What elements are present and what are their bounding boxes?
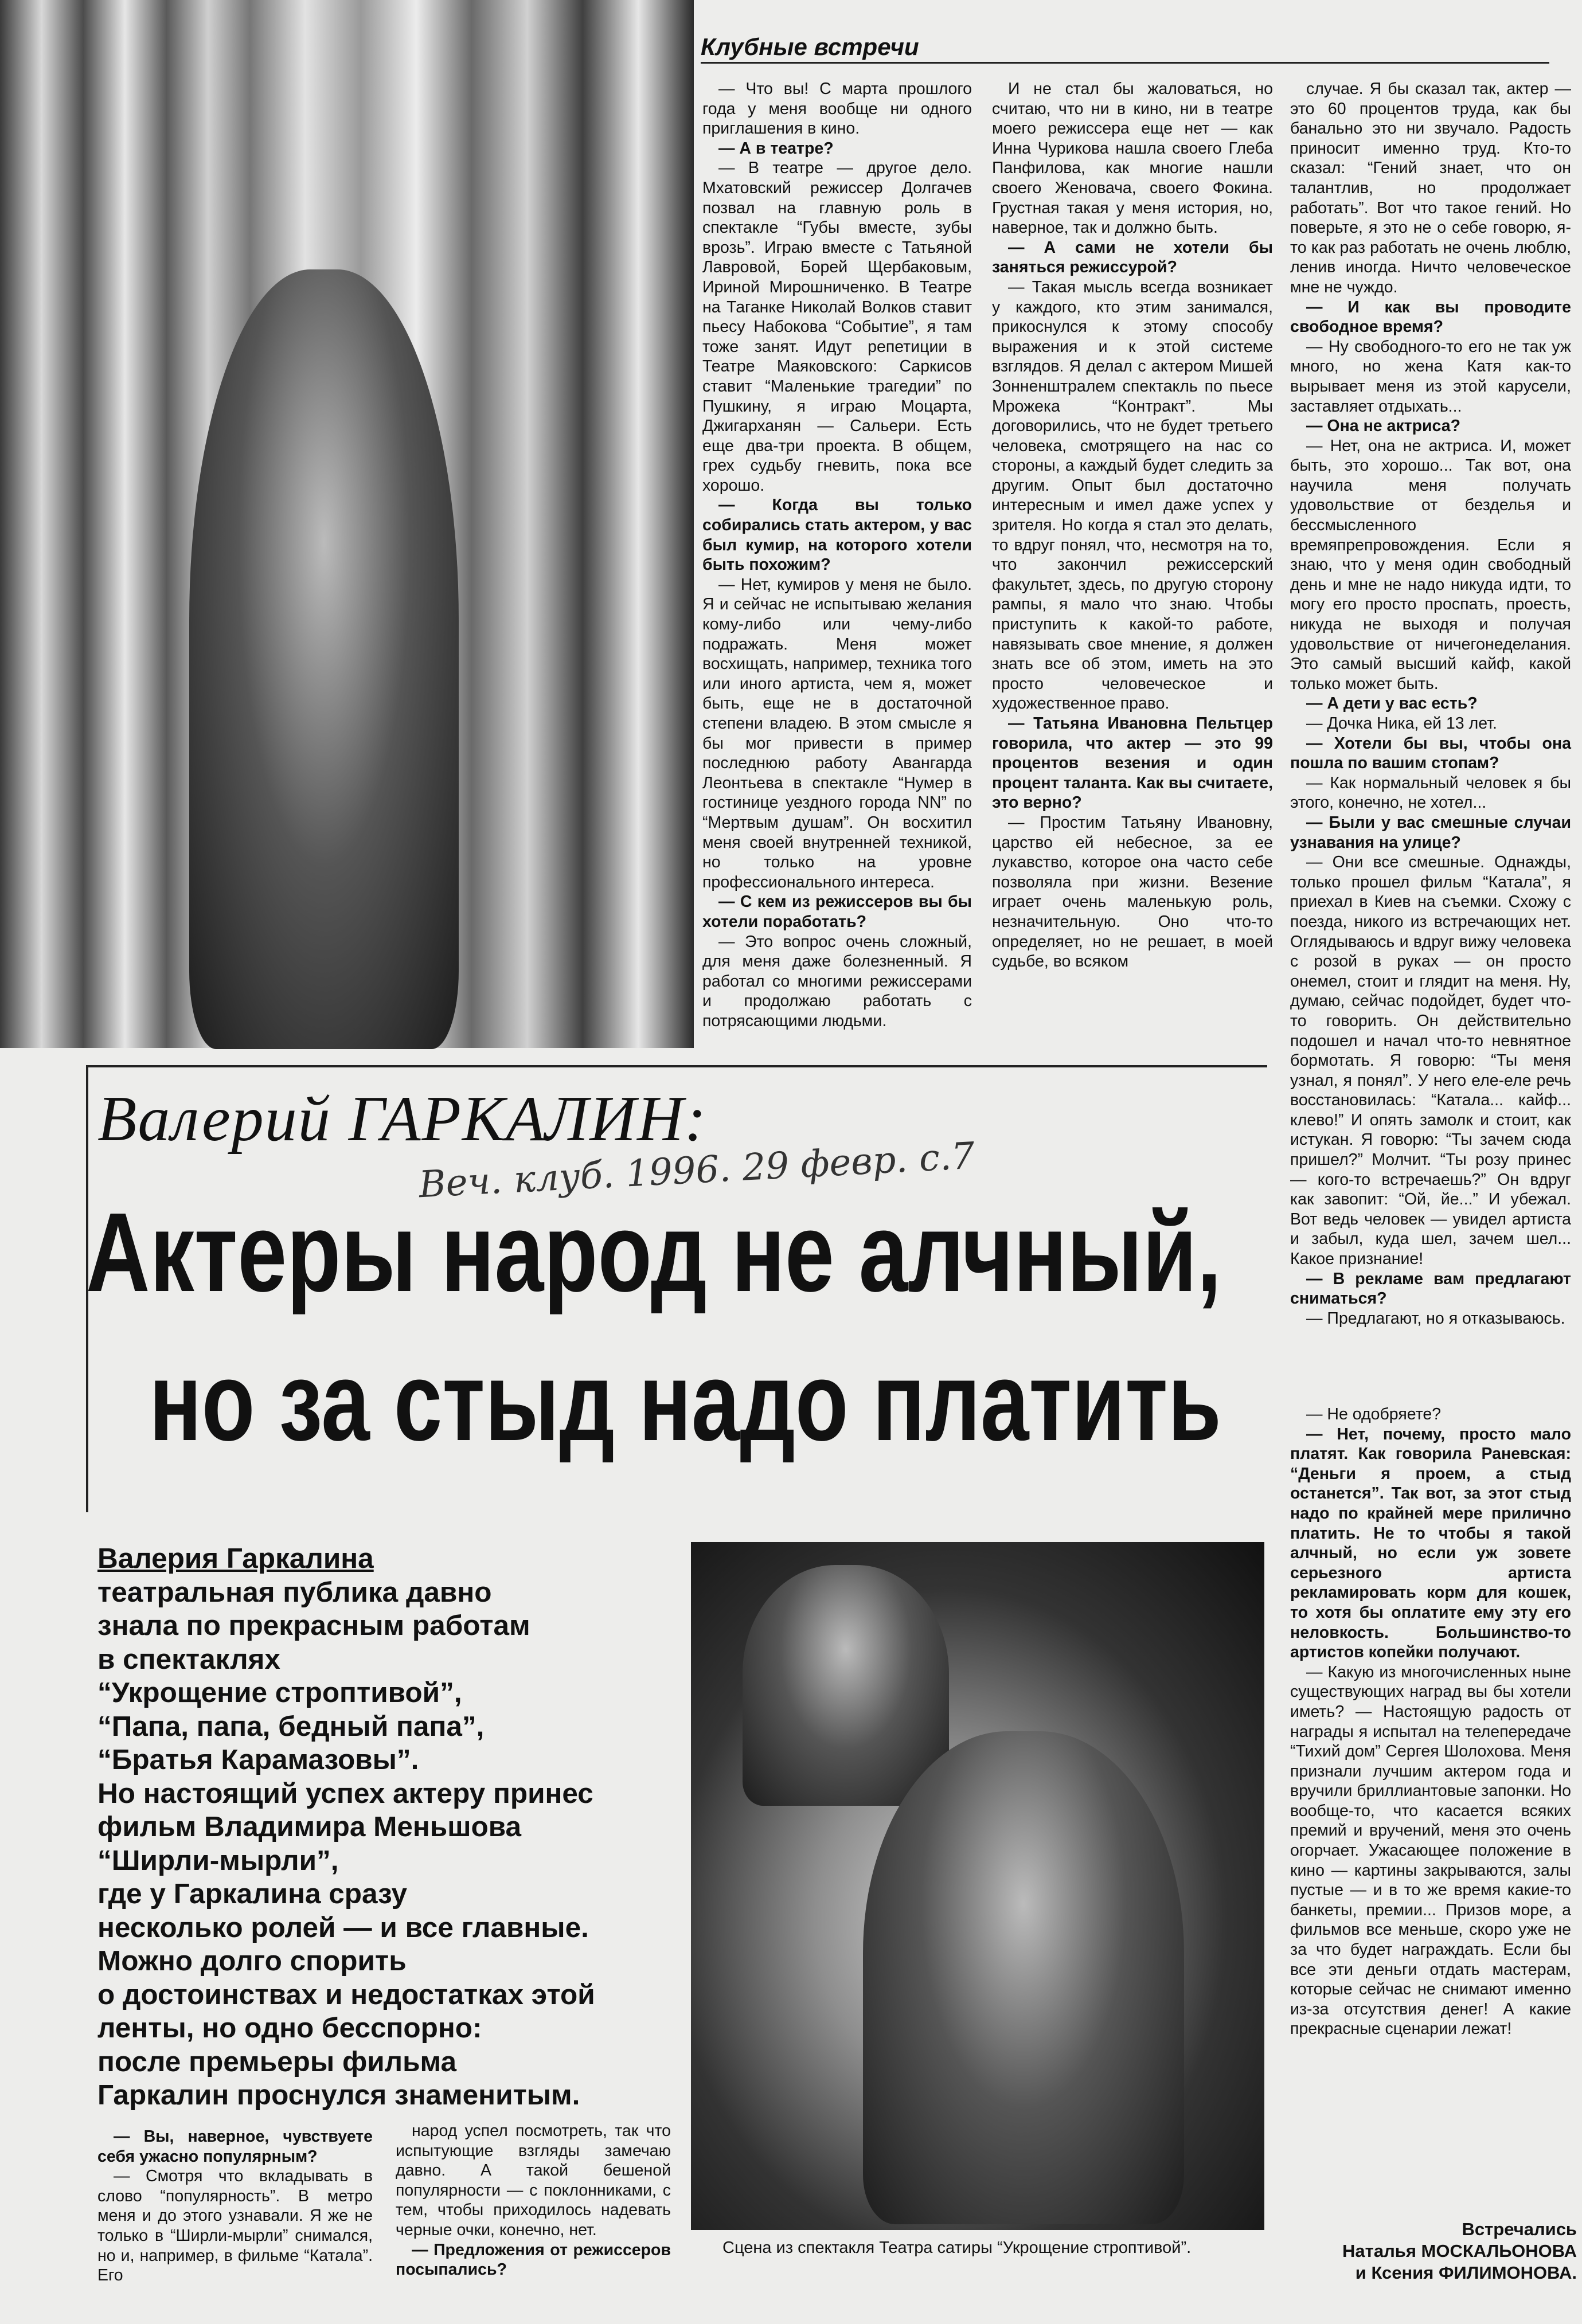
text-column-2: И не стал бы жаловаться, но считаю, что ни в кино, ни в театре моего режиссера еще нет — как Инна Чурикова нашла своего Глеба Панфилова, как многие нашли своего Женовача, своего Фокина. Грустная такая у меня история, но, наверное, так и должно быть. — А сами не хотели бы заняться режиссурой? — Такая мысль всегда возникает у каждого, кто этим занимался, прикоснулся к этому способу выражения и к этой системе взглядов. Я делал с актером Мишей Зонненштралем спектакль по пьесе Мрожека “Контракт”. Мы договорились, что не будет третьего человека, смотрящего на нас со стороны, а каждый будет следить за другим. Опыт был достаточно интересным и имел даже успех у зрителя. Но когда я стал это делать, то вдруг понял, что, несмотря на то, что закончил режиссерский факультет, здесь, по другую сторону рампы, я мало что знаю. Чтобы приступить к какой-то работе, навязывать свое мнение, я должен знать все об этом, иметь на это просто человеческое и художественное право. — Татьяна Ивановна Пельтцер говорила, что актер — это 99 процентов везения и один процент таланта. Как вы считаете, это верно? — Простим Татьяну Ивановну, царство ей небесное, за ее лукавство, которое она часто себе позволяла при жизни. Везение играет очень маленькую роль, незначительную. Оно что-то определяет, но не решает, в моей судьбе, во всяком (992, 80, 1273, 971)
text-column-6: народ успел посмотреть, так что испытующие взгляды замечаю давно. А такой бешеной популярности — с поклонниками, с тем, чтобы приходилось надевать черные очки, конечно, нет. — Предложения от режиссеров посыпались? (396, 2122, 671, 2279)
rubric: Клубные встречи (701, 33, 1549, 64)
text-column-4: — Не одобряете? — Нет, почему, просто мало платят. Как говорила Раневская: “Деньги я проем, а стыд останется”. Так вот, за этот стыд надо по крайней мере прилично платить. Не то чтобы я такой алчный, но если уж зовете серьезного артиста рекламировать корм для кошек, то хотя бы оплатите ему эту его неловкость. Большинство-то артистов копейки получают. — Какую из многочисленных ныне существующих наград вы бы хотели иметь? — Настоящую радость от награды я испытал на телепередаче “Тихий дом” Сергея Шолохова. Меня признали лучшим актером года и вручили бриллиантовые запонки. Но вообще-то, что касается всяких премий и вручений, меня это очень огорчает. Ужасающее положение в кино — картины закрываются, залы пустые — и в то же время какие-то банкеты, премии... Призов море, а фильмов все меньше, скоро уже не за что будет награждать. Если бы все эти деньги отдать мастерам, которые сейчас не снимают именно из-за отсутствия денег! А какие прекрасные сценарии лежат! (1290, 1405, 1571, 2039)
lead-paragraph: Валерия Гаркалина театральная публика давно знала по прекрасным работам в спектаклях “Укрощение строптивой”, “Папа, папа, бедный папа”, “Братья Карамазовы”. Но настоящий успех актеру принес фильм Владимира Меньшова “Ширли-мырли”, где у Гаркалина сразу несколько ролей — и все главные. Можно долго спорить о достоинствах и недостатках этой ленты, но одно бесспорно: после премьеры фильма Гаркалин проснулся знаменитым. (97, 1543, 595, 2111)
headline-line-1: Актеры народ не алчный, (86, 1190, 1222, 1315)
headline-line-2: но за стыд надо платить (149, 1339, 1221, 1464)
play-scene-photo (691, 1542, 1264, 2230)
text-column-5: — Вы, наверное, чувствуете себя ужасно популярным? — Смотря что вкладывать в слово “популярность”. В метро меня и до этого узнавали. Я же не только в “Ширли-мырли” снимался, но и, например, в фильме “Катала”. Его (97, 2127, 373, 2285)
headline-kicker: Валерий ГАРКАЛИН: (97, 1083, 708, 1155)
handwritten-note: Веч. клуб. 1996. 29 февр. с.7 (417, 1134, 976, 1207)
actor-photo-curtain (0, 0, 694, 1048)
text-column-3: случае. Я бы сказал так, актер — это 60 процентов труда, как бы банально это ни звучало. Радость приносит именно труд. Кто-то сказал: “Гений знает, что он талантлив, но продолжает работать”. Вот что такое гений. Но поверьте, я это не о себе говорю, я-то как раз работать не очень люблю, ленив иногда. Ничто человеческое мне не чуждо. — И как вы проводите свободное время? — Ну свободного-то его не так уж много, но жена Катя как-то вырывает меня из этой карусели, заставляет отдыхать... — Она не актриса? — Нет, она не актриса. И, может быть, это хорошо... Так вот, она научила меня получать удовольствие от безделья и бессмысленного времяпрепровождения. Если я знаю, что у меня один свободный день и мне не надо никуда идти, то могу его просто проспать, проесть, никуда не выходя и получая удовольствие от ничегонеделания. Это самый высший кайф, какой только может быть. — А дети у вас есть? — Дочка Ника, ей 13 лет. — Хотели бы вы, чтобы она пошла по вашим стопам? — Как нормальный человек я бы этого, конечно, не хотел... — Были у вас смешные случаи узнавания на улице? — Они все смешные. Однажды, только прошел фильм “Катала”, я приехал в Киев на съемки. Схожу с поезда, никого из встречающих нет. Оглядываюсь и вдруг вижу человека с розой в руках — он просто онемел, стоит и глядит на меня. Ну, думаю, сейчас подойдет, будет что-то говорить. Он действительно подошел и начал что-то невнятное бормотать. Я говорю: “Ты меня узнал, я понял”. У него еле-еле речь восстановилась: “Катала... кайф... клево!” И опять замолк и стоит, как истукан. Я говорю: “Ты зачем сюда пришел?” Молчит. “Ты розу принес — кого-то встречаешь?” Он вдруг как завопит: “Ой, йе...” И убежал. Вот ведь человек — увидел артиста и забыл, куда шел, зачем шел... Какое признание! — В рекламе вам предлагают сниматься? — Предлагают, но я отказываюсь. (1290, 80, 1571, 1328)
actor-figure-top (743, 1565, 949, 1806)
actor-figure-bottom (863, 1731, 1184, 2224)
headline-frame-top (86, 1065, 1267, 1067)
signature-block: Встречались Наталья МОСКАЛЬОНОВА и Ксения ФИЛИМОНОВА. (1342, 2219, 1577, 2283)
photo-caption: Сцена из спектакля Театра сатиры “Укрощение строптивой”. (722, 2239, 1192, 2257)
text-column-1: — Что вы! С марта прошлого года у меня вообще ни одного приглашения в кино. — А в театре? — В театре — другое дело. Мхатовский режиссер Долгачев позвал на главную роль в спектакле “Губы вместе, зубы врозь”. Играю вместе с Татьяной Лавровой, Борей Щербаковым, Ириной Мирошниченко. В Театре на Таганке Николай Волков ставит пьесу Набокова “Событие”, я там тоже занят. Идут репетиции в Театре Маяковского: Саркисов ставит “Маленькие трагедии” по Пушкину, я играю Моцарта, Джигарханян — Сальери. Есть еще два-три проекта. В общем, грех судьбу гневить, пока все хорошо. — Когда вы только собирались стать актером, у вас был кумир, на которого хотели быть похожим? — Нет, кумиров у меня не было. Я и сейчас не испытываю желания кому-либо или чему-либо подражать. Меня может восхищать, например, техника того или иного артиста, чем я, может быть, еще не в достаточной степени владею. В этом смысле я бы мог привести в пример последнюю работу Авангарда Леонтьева в спектакле “Нумер в гостинице уездного города NN” по “Мертвым душам”. Он восхитил меня своей внутренней техникой, но только на уровне профессионального интереса. — С кем из режиссеров вы бы хотели поработать? — Это вопрос очень сложный, для меня даже болезненный. Я работал со многими режиссерами и продолжаю работать с потрясающими людьми. (702, 80, 972, 1030)
actor-figure (189, 269, 459, 1049)
